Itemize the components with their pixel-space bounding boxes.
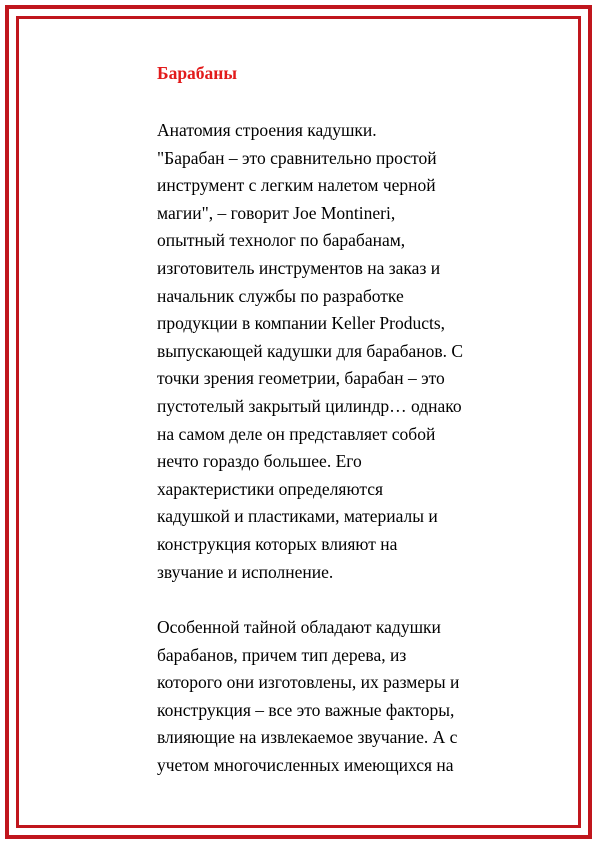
text-line: опытный технолог по барабанам, [157,230,406,251]
text-line: которого они изготовлены, их размеры и [157,672,460,693]
text-line: влияющие на извлекаемое звучание. А с [157,727,458,748]
document-title: Барабаны [157,63,238,83]
text-line: учетом многочисленных имеющихся на [157,755,454,776]
text-line: звучание и исполнение. [157,561,334,582]
text-line: Особенной тайной обладают кадушки [157,617,441,638]
document-body [157,62,513,780]
text-line: инструмент с легким налетом черной [157,175,436,196]
text-line: характеристики определяются [157,478,384,499]
text-line: кадушкой и пластиками, материалы и [157,506,438,527]
text-line: конструкция которых влияют на [157,533,398,554]
paragraph-2 [157,614,513,780]
text-line: изготовитель инструментов на заказ и [157,257,441,278]
text-line: "Барабан – это сравнительно простой [157,147,437,168]
text-line: точки зрения геометрии, барабан – это [157,368,445,389]
text-line: Анатомия строения кадушки. [157,120,377,140]
paragraph-1 [157,117,513,586]
text-line: выпускающей кадушки для барабанов. С [157,340,464,361]
text-line: барабанов, причем тип дерева, из [157,644,407,665]
text-line: начальник службы по разработке [157,285,404,306]
text-line: конструкция – все это важные факторы, [157,699,455,720]
text-line: на самом деле он представляет собой [157,423,436,444]
text-line: нечто гораздо большее. Его [157,451,362,472]
text-line: продукции в компании Keller Products, [157,313,446,334]
text-line: магии", – говорит Joe Montineri, [157,202,396,223]
text-line: пустотелый закрытый цилиндр… однако [157,395,462,416]
